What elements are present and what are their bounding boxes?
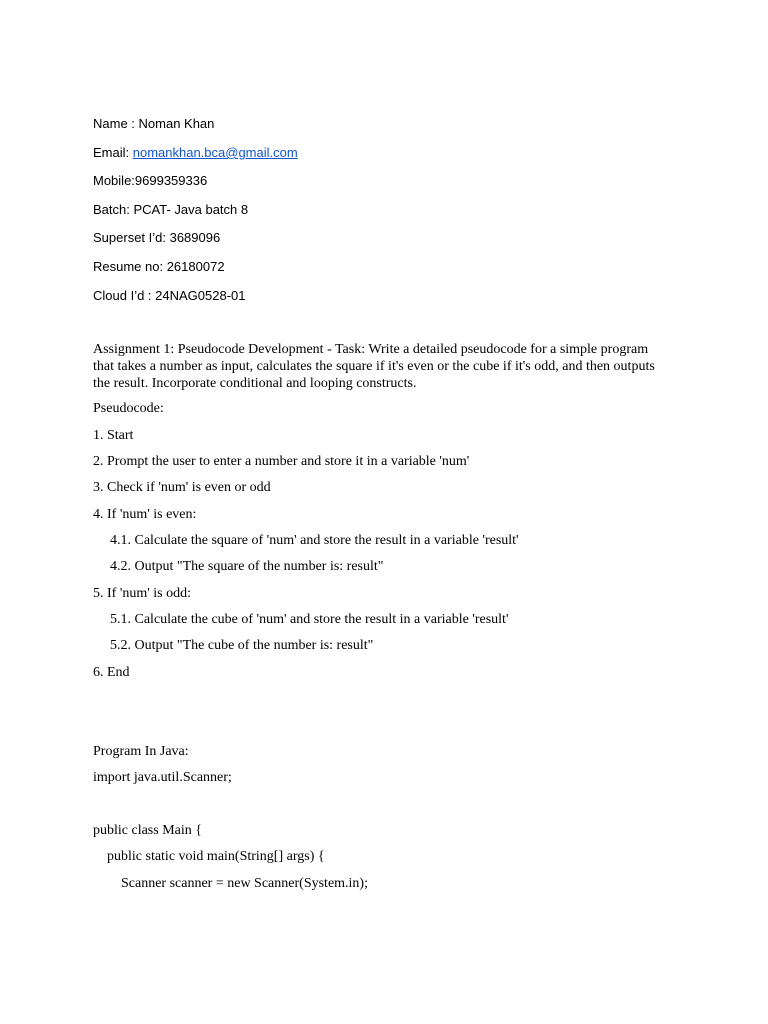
batch-line: Batch: PCAT- Java batch 8 [93, 202, 249, 217]
pseudocode-substep: 4.1. Calculate the square of 'num' and store the result in a variable 'result' [110, 533, 519, 548]
pseudocode-step: 5. If 'num' is odd: [93, 586, 191, 601]
pseudocode-step: 4. If 'num' is even: [93, 507, 197, 522]
pseudocode-substep: 5.2. Output "The cube of the number is: result" [110, 638, 374, 653]
code-line: public static void main(String[] args) { [107, 849, 325, 864]
pseudocode-substep: 4.2. Output "The square of the number is: result" [110, 559, 384, 574]
resume-number-line: Resume no: 26180072 [93, 259, 225, 274]
cloud-id-line: Cloud I’d : 24NAG0528-01 [93, 288, 246, 303]
mobile-line: Mobile:9699359336 [93, 173, 208, 188]
pseudocode-substep: 5.1. Calculate the cube of 'num' and store the result in a variable 'result' [110, 612, 509, 627]
pseudocode-step: 1. Start [93, 428, 134, 443]
pseudocode-step: 3. Check if 'num' is even or odd [93, 480, 271, 495]
code-line: public class Main { [93, 823, 202, 838]
assignment-description-line-1: Assignment 1: Pseudocode Development - Task: Write a detailed pseudocode for a simple program [93, 342, 649, 357]
assignment-description-line-3: the result. Incorporate conditional and looping constructs. [93, 376, 417, 391]
pseudocode-step: 2. Prompt the user to enter a number and store it in a variable 'num' [93, 454, 470, 469]
code-line: import java.util.Scanner; [93, 770, 232, 785]
name-line: Name : Noman Khan [93, 116, 215, 131]
email-line [93, 145, 298, 161]
code-line: Scanner scanner = new Scanner(System.in); [121, 876, 368, 891]
program-heading: Program In Java: [93, 744, 189, 759]
email-link[interactable]: nomankhan.bca@gmail.com [132, 145, 298, 160]
email-label: Email: [93, 145, 133, 160]
pseudocode-heading: Pseudocode: [93, 401, 164, 416]
pseudocode-step: 6. End [93, 665, 130, 680]
assignment-description-line-2: that takes a number as input, calculates the square if it's even or the cube if it's odd, and then outputs [93, 359, 655, 374]
superset-id-line: Superset I’d: 3689096 [93, 230, 221, 245]
